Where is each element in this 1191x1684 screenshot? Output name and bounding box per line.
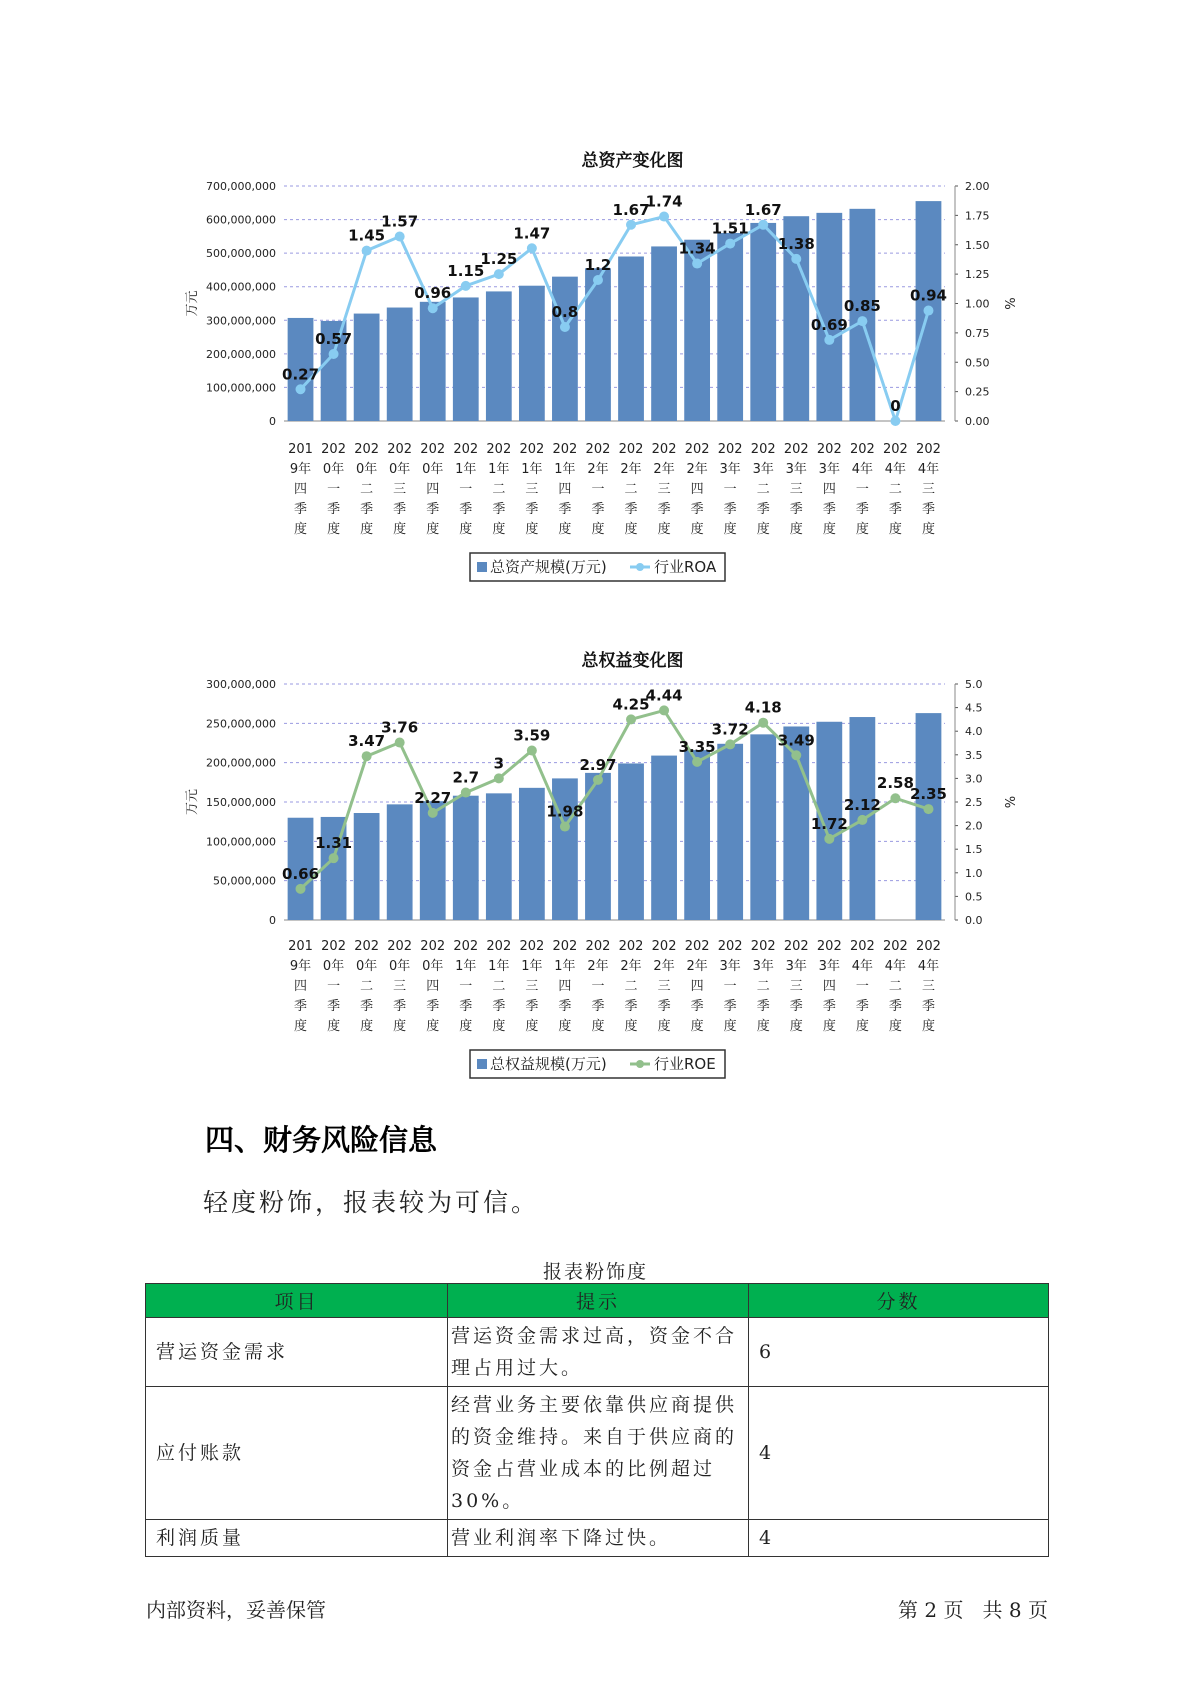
line-point (923, 804, 933, 814)
bar (354, 813, 380, 920)
x-tick-label: 202 2年四季度 (684, 939, 710, 1034)
data-label: 0.66 (282, 864, 320, 883)
y-tick-label: 100,000,000 (206, 835, 276, 849)
data-label: 2.58 (876, 774, 914, 793)
y2-axis-title: % (1001, 795, 1016, 809)
x-tick-label: 201 9年四季度 (288, 442, 313, 537)
x-tick-label: 202 0年二季度 (354, 442, 380, 537)
bar (552, 778, 578, 920)
data-label: 2.27 (414, 788, 452, 807)
line-point (758, 718, 768, 728)
data-label: 0.96 (414, 284, 452, 303)
y-tick-label: 400,000,000 (206, 280, 276, 294)
data-label: 3.35 (678, 737, 716, 756)
line-point (725, 739, 735, 749)
data-label: 3.47 (348, 732, 386, 751)
y-tick-label: 300,000,000 (206, 678, 276, 691)
bar (750, 734, 776, 920)
line-point (296, 384, 306, 394)
y2-tick-label: 0.50 (965, 356, 990, 370)
table-row (146, 1387, 1049, 1520)
line-point (527, 243, 537, 253)
row-score: 6 (749, 1318, 1049, 1387)
y-tick-label: 500,000,000 (206, 247, 276, 261)
line-point (626, 220, 636, 230)
bar (618, 257, 644, 422)
bar (750, 223, 776, 421)
legend-line-label: 行业ROE (654, 1055, 716, 1073)
data-label: 1.51 (711, 219, 749, 238)
line-point (758, 220, 768, 230)
data-label: 4.18 (744, 698, 782, 717)
data-label: 2.35 (909, 785, 947, 804)
bar (519, 286, 545, 421)
x-tick-label: 202 4年二季度 (883, 442, 908, 537)
data-label: 0 (890, 397, 901, 415)
x-tick-label: 202 2年二季度 (618, 939, 644, 1034)
data-label: 1.45 (348, 226, 386, 245)
y2-tick-label: 1.25 (965, 268, 990, 282)
x-tick-label: 202 4年一季度 (849, 442, 875, 537)
x-tick-label: 202 1年一季度 (453, 939, 479, 1034)
x-tick-label: 202 0年一季度 (321, 442, 346, 537)
data-label: 2.7 (452, 768, 480, 787)
line-point (329, 349, 339, 359)
x-tick-label: 202 2年四季度 (684, 442, 710, 537)
line-point (791, 254, 801, 264)
bar (486, 793, 512, 920)
bar (486, 291, 512, 421)
y2-tick-label: 2.5 (965, 796, 983, 809)
line-point (461, 788, 471, 798)
data-label: 0.94 (909, 286, 947, 305)
x-tick-label: 202 4年三季度 (916, 939, 941, 1034)
line-point (593, 775, 603, 785)
header-item: 项目 (146, 1284, 448, 1318)
x-tick-label: 202 4年二季度 (883, 939, 908, 1034)
bar (387, 308, 413, 421)
y-tick-label: 250,000,000 (206, 717, 276, 731)
y2-tick-label: 1.75 (965, 209, 990, 223)
line-point (890, 793, 900, 803)
y-axis-title: 万元 (185, 788, 200, 816)
bar (684, 750, 710, 920)
line-point (560, 822, 570, 832)
page-number: 第 2 页 共 8 页 (898, 1598, 1048, 1622)
data-label: 1.38 (777, 234, 815, 253)
row-hint: 经营业务主要依靠供应商提供的资金维持。来自于供应商的资金占营业成本的比例超过30%。 (448, 1387, 749, 1520)
total-assets-chart (0, 140, 1191, 600)
line-point (725, 239, 735, 249)
data-label: 0.69 (810, 315, 848, 334)
x-tick-label: 202 3年三季度 (783, 939, 809, 1034)
line-point (428, 808, 438, 818)
legend-bar-swatch (477, 562, 487, 572)
row-item: 利润质量 (146, 1520, 448, 1557)
line-point (395, 738, 405, 748)
y-tick-label: 200,000,000 (206, 347, 276, 361)
table-row (146, 1520, 1049, 1557)
line-point (362, 246, 372, 256)
bar (552, 277, 578, 421)
y2-tick-label: 4.5 (965, 701, 983, 715)
x-tick-label: 202 1年三季度 (519, 442, 545, 537)
y-tick-label: 700,000,000 (206, 180, 276, 193)
data-label: 1.57 (381, 212, 419, 231)
line-point (890, 416, 900, 426)
bar (420, 801, 446, 920)
x-tick-label: 202 3年二季度 (750, 442, 776, 537)
x-tick-label: 202 4年一季度 (849, 939, 875, 1034)
y-tick-label: 0 (269, 415, 276, 428)
x-tick-label: 202 0年三季度 (387, 939, 413, 1034)
legend-line-marker (636, 1060, 644, 1068)
x-tick-label: 202 1年三季度 (519, 939, 545, 1034)
y2-tick-label: 0.00 (965, 415, 990, 428)
y2-tick-label: 2.0 (965, 819, 983, 833)
data-label: 1.15 (447, 261, 485, 280)
data-label: 0.57 (315, 330, 353, 349)
data-label: 1.67 (744, 200, 782, 219)
data-label: 1.98 (546, 802, 584, 821)
total-equity-chart (0, 640, 1191, 1100)
line-point (527, 746, 537, 756)
data-label: 3.59 (513, 726, 551, 745)
bar (354, 314, 380, 421)
bar (453, 297, 479, 421)
section-text: 轻度粉饰，报表较为可信。 (203, 1188, 540, 1217)
footer-note: 内部资料，妥善保管 (146, 1598, 326, 1622)
data-label: 1.74 (645, 192, 683, 211)
data-label: 0.8 (551, 303, 579, 321)
x-tick-label: 202 1年二季度 (486, 939, 512, 1034)
bar (618, 763, 644, 920)
line-point (329, 853, 339, 863)
y2-tick-label: 0.25 (965, 385, 990, 399)
data-label: 1.34 (678, 239, 716, 258)
row-item: 营运资金需求 (146, 1318, 448, 1387)
bar (519, 788, 545, 920)
y-axis-title: 万元 (185, 290, 200, 317)
data-label: 1.25 (480, 250, 518, 269)
bar (717, 233, 743, 421)
line-point (494, 773, 504, 783)
y2-tick-label: 0.0 (965, 914, 983, 927)
x-tick-label: 202 2年二季度 (618, 442, 644, 537)
chart-title: 总资产变化图 (581, 151, 684, 171)
data-label: 1.47 (513, 224, 551, 243)
x-tick-label: 202 3年二季度 (750, 939, 776, 1034)
line-point (296, 884, 306, 894)
legend-bar-label: 总权益规模(万元) (490, 1055, 607, 1073)
legend-bar-label: 总资产规模(万元) (490, 558, 607, 576)
x-tick-label: 202 3年三季度 (783, 442, 809, 537)
line-point (659, 212, 669, 222)
line-point (560, 322, 570, 332)
x-tick-label: 202 0年四季度 (420, 939, 446, 1034)
y2-tick-label: 5.0 (965, 678, 983, 691)
x-tick-label: 202 0年四季度 (420, 442, 446, 537)
x-tick-label: 202 1年一季度 (453, 442, 479, 537)
line-point (494, 269, 504, 279)
header-score: 分数 (749, 1284, 1049, 1318)
header-hint: 提示 (448, 1284, 749, 1318)
section-title: 四、财务风险信息 (205, 1123, 438, 1157)
y-tick-label: 150,000,000 (206, 796, 276, 809)
x-tick-label: 202 2年一季度 (585, 442, 611, 537)
y2-tick-label: 2.00 (965, 180, 990, 193)
line-point (824, 335, 834, 345)
line-point (857, 815, 867, 825)
data-label: 3.49 (777, 731, 815, 750)
x-tick-label: 202 2年三季度 (651, 939, 677, 1034)
legend-line-label: 行业ROA (654, 558, 717, 576)
bar (717, 744, 743, 920)
row-hint: 营业利润率下降过快。 (448, 1520, 749, 1557)
y-tick-label: 200,000,000 (206, 756, 276, 770)
data-label: 1.2 (584, 256, 612, 274)
data-label: 3.72 (711, 720, 749, 739)
x-tick-label: 201 9年四季度 (288, 939, 313, 1034)
y-tick-label: 100,000,000 (206, 381, 276, 395)
row-item: 应付账款 (146, 1387, 448, 1520)
line-point (791, 750, 801, 760)
row-hint: 营运资金需求过高，资金不合理占用过大。 (448, 1318, 749, 1387)
x-tick-label: 202 4年三季度 (916, 442, 941, 537)
data-label: 1.31 (315, 834, 353, 853)
line-point (362, 751, 372, 761)
y2-tick-label: 1.0 (965, 866, 983, 880)
line-point (593, 275, 603, 285)
y2-axis-title: % (1001, 297, 1016, 310)
x-tick-label: 202 1年四季度 (552, 939, 578, 1034)
table-caption: 报表粉饰度 (542, 1261, 648, 1283)
x-tick-label: 202 3年一季度 (717, 442, 743, 537)
y2-tick-label: 3.0 (965, 772, 983, 786)
x-tick-label: 202 0年三季度 (387, 442, 413, 537)
y2-tick-label: 0.75 (965, 326, 990, 340)
x-tick-label: 202 0年一季度 (321, 939, 346, 1034)
line-point (923, 306, 933, 316)
chart-title: 总权益变化图 (581, 651, 684, 671)
line-point (692, 259, 702, 269)
y-tick-label: 50,000,000 (213, 874, 276, 888)
row-score: 4 (749, 1520, 1049, 1557)
bar (453, 796, 479, 920)
legend-bar-swatch (477, 1059, 487, 1069)
data-label: 3.76 (381, 718, 419, 737)
data-label: 0.85 (843, 297, 881, 316)
y-tick-label: 600,000,000 (206, 213, 276, 227)
bar (651, 756, 677, 920)
line-point (461, 281, 471, 291)
legend-line-marker (636, 563, 644, 571)
bar (420, 302, 446, 421)
x-tick-label: 202 2年一季度 (585, 939, 611, 1034)
x-tick-label: 202 0年二季度 (354, 939, 380, 1034)
line-point (692, 757, 702, 767)
y2-tick-label: 1.5 (965, 843, 983, 857)
table-row (146, 1318, 1049, 1387)
line-point (857, 316, 867, 326)
x-tick-label: 202 3年四季度 (816, 442, 842, 537)
line-point (659, 705, 669, 715)
y2-tick-label: 1.00 (965, 297, 990, 311)
data-label: 4.25 (612, 695, 650, 714)
y-tick-label: 300,000,000 (206, 314, 276, 328)
data-label: 2.12 (843, 795, 881, 814)
y2-tick-label: 1.50 (965, 238, 990, 252)
data-label: 0.27 (282, 365, 320, 384)
line-point (626, 714, 636, 724)
risk-table (145, 1283, 1049, 1557)
y2-tick-label: 0.5 (965, 890, 983, 904)
x-tick-label: 202 3年四季度 (816, 939, 842, 1034)
x-tick-label: 202 3年一季度 (717, 939, 743, 1034)
line-point (824, 834, 834, 844)
bar (916, 713, 942, 920)
bar (387, 804, 413, 920)
row-score: 4 (749, 1387, 1049, 1520)
data-label: 1.72 (810, 814, 848, 833)
x-tick-label: 202 1年四季度 (552, 442, 578, 537)
bar (651, 246, 677, 421)
x-tick-label: 202 1年二季度 (486, 442, 512, 537)
y2-tick-label: 4.0 (965, 725, 983, 739)
table-header-row (146, 1284, 1049, 1318)
line-point (428, 303, 438, 313)
line-point (395, 232, 405, 242)
data-label: 4.44 (645, 686, 683, 705)
data-label: 2.97 (579, 755, 617, 774)
data-label: 3 (493, 754, 505, 773)
data-label: 1.67 (612, 200, 650, 219)
x-tick-label: 202 2年三季度 (651, 442, 677, 537)
y-tick-label: 0 (269, 914, 276, 927)
y2-tick-label: 3.5 (965, 748, 983, 762)
